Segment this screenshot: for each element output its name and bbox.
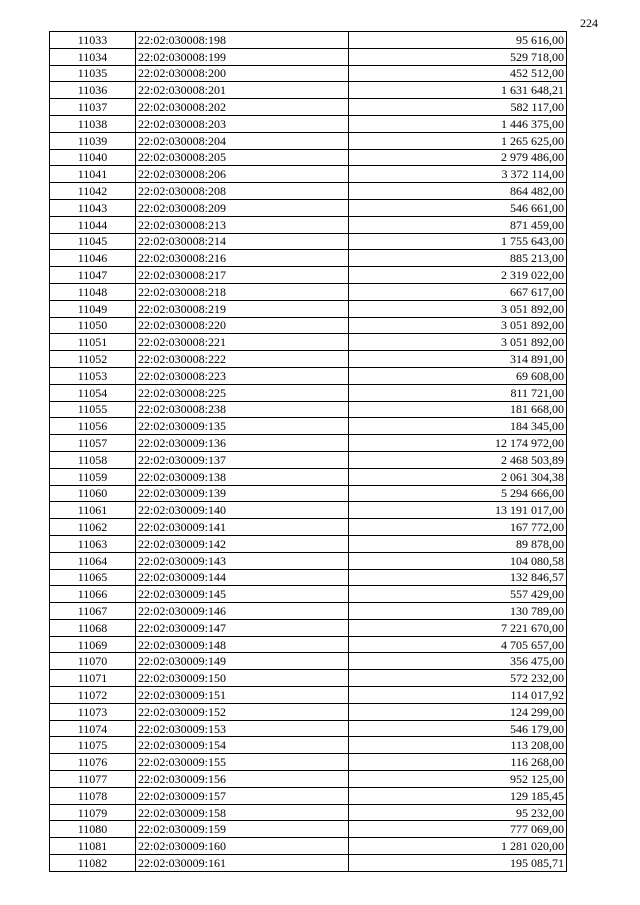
cadastral-value-cell: 885 213,00 [349,250,567,267]
table-row [50,670,567,687]
table-row [50,619,567,636]
row-number-cell: 11067 [50,603,136,620]
row-number-cell: 11042 [50,183,136,200]
cadastral-value-cell: 114 017,92 [349,687,567,704]
cadastral-number-cell: 22:02:030009:161 [136,855,349,872]
cadastral-number-cell: 22:02:030009:141 [136,519,349,536]
cadastral-value-cell: 5 294 666,00 [349,485,567,502]
table-row [50,367,567,384]
cadastral-value-cell: 116 268,00 [349,754,567,771]
row-number-cell: 11051 [50,334,136,351]
cadastral-number-cell: 22:02:030008:199 [136,48,349,65]
cadastral-number-cell: 22:02:030008:205 [136,149,349,166]
table-row [50,451,567,468]
row-number-cell: 11056 [50,418,136,435]
table-row [50,636,567,653]
cadastral-value-cell: 452 512,00 [349,65,567,82]
row-number-cell: 11064 [50,552,136,569]
row-number-cell: 11061 [50,502,136,519]
row-number-cell: 11040 [50,149,136,166]
cadastral-number-cell: 22:02:030009:159 [136,821,349,838]
cadastral-value-cell: 557 429,00 [349,586,567,603]
table-body [50,32,567,872]
cadastral-value-table [49,31,567,872]
row-number-cell: 11070 [50,653,136,670]
table-row [50,82,567,99]
cadastral-value-cell: 356 475,00 [349,653,567,670]
cadastral-number-cell: 22:02:030008:221 [136,334,349,351]
table-row [50,653,567,670]
cadastral-number-cell: 22:02:030009:137 [136,451,349,468]
cadastral-value-cell: 104 080,58 [349,552,567,569]
cadastral-value-cell: 132 846,57 [349,569,567,586]
cadastral-number-cell: 22:02:030009:156 [136,771,349,788]
table-row [50,855,567,872]
cadastral-number-cell: 22:02:030009:148 [136,636,349,653]
cadastral-number-cell: 22:02:030008:198 [136,32,349,49]
table-row [50,233,567,250]
row-number-cell: 11037 [50,99,136,116]
table-row [50,535,567,552]
cadastral-number-cell: 22:02:030009:145 [136,586,349,603]
cadastral-number-cell: 22:02:030008:204 [136,132,349,149]
table-row [50,771,567,788]
cadastral-value-cell: 582 117,00 [349,99,567,116]
cadastral-number-cell: 22:02:030009:160 [136,838,349,855]
row-number-cell: 11039 [50,132,136,149]
row-number-cell: 11079 [50,804,136,821]
row-number-cell: 11055 [50,401,136,418]
row-number-cell: 11073 [50,703,136,720]
table-row [50,754,567,771]
cadastral-value-cell: 1 755 643,00 [349,233,567,250]
row-number-cell: 11059 [50,468,136,485]
cadastral-value-cell: 4 705 657,00 [349,636,567,653]
cadastral-value-cell: 113 208,00 [349,737,567,754]
cadastral-value-cell: 2 319 022,00 [349,267,567,284]
row-number-cell: 11046 [50,250,136,267]
table-row [50,115,567,132]
cadastral-number-cell: 22:02:030008:225 [136,384,349,401]
cadastral-number-cell: 22:02:030008:203 [136,115,349,132]
row-number-cell: 11050 [50,317,136,334]
cadastral-number-cell: 22:02:030009:149 [136,653,349,670]
cadastral-number-cell: 22:02:030009:150 [136,670,349,687]
cadastral-value-cell: 12 174 972,00 [349,435,567,452]
row-number-cell: 11077 [50,771,136,788]
row-number-cell: 11043 [50,199,136,216]
cadastral-number-cell: 22:02:030008:208 [136,183,349,200]
cadastral-value-cell: 871 459,00 [349,216,567,233]
cadastral-value-cell: 1 265 625,00 [349,132,567,149]
cadastral-value-cell: 124 299,00 [349,703,567,720]
cadastral-value-cell: 1 631 648,21 [349,82,567,99]
row-number-cell: 11035 [50,65,136,82]
cadastral-value-cell: 184 345,00 [349,418,567,435]
cadastral-value-cell: 69 608,00 [349,367,567,384]
cadastral-number-cell: 22:02:030009:138 [136,468,349,485]
table-row [50,703,567,720]
cadastral-number-cell: 22:02:030008:200 [136,65,349,82]
table-row [50,401,567,418]
cadastral-value-cell: 529 718,00 [349,48,567,65]
row-number-cell: 11038 [50,115,136,132]
row-number-cell: 11080 [50,821,136,838]
cadastral-number-cell: 22:02:030008:219 [136,300,349,317]
table-row [50,737,567,754]
row-number-cell: 11074 [50,720,136,737]
table-row [50,485,567,502]
cadastral-number-cell: 22:02:030008:220 [136,317,349,334]
cadastral-value-cell: 546 179,00 [349,720,567,737]
row-number-cell: 11047 [50,267,136,284]
cadastral-value-cell: 89 878,00 [349,535,567,552]
cadastral-number-cell: 22:02:030009:151 [136,687,349,704]
cadastral-number-cell: 22:02:030008:209 [136,199,349,216]
cadastral-value-cell: 13 191 017,00 [349,502,567,519]
cadastral-number-cell: 22:02:030009:158 [136,804,349,821]
table-row [50,435,567,452]
cadastral-value-cell: 2 979 486,00 [349,149,567,166]
cadastral-value-cell: 3 372 114,00 [349,166,567,183]
table-row [50,183,567,200]
table-row [50,351,567,368]
table-row [50,166,567,183]
table-row [50,569,567,586]
cadastral-value-cell: 546 661,00 [349,199,567,216]
row-number-cell: 11068 [50,619,136,636]
cadastral-number-cell: 22:02:030008:238 [136,401,349,418]
cadastral-number-cell: 22:02:030008:206 [136,166,349,183]
row-number-cell: 11057 [50,435,136,452]
table-row [50,804,567,821]
cadastral-number-cell: 22:02:030009:157 [136,787,349,804]
cadastral-number-cell: 22:02:030009:147 [136,619,349,636]
row-number-cell: 11058 [50,451,136,468]
table-row [50,267,567,284]
cadastral-number-cell: 22:02:030009:155 [136,754,349,771]
table-row [50,384,567,401]
cadastral-value-cell: 167 772,00 [349,519,567,536]
cadastral-number-cell: 22:02:030009:144 [136,569,349,586]
cadastral-value-cell: 864 482,00 [349,183,567,200]
table-row [50,132,567,149]
table-row [50,720,567,737]
cadastral-number-cell: 22:02:030009:135 [136,418,349,435]
table-row [50,48,567,65]
cadastral-number-cell: 22:02:030009:139 [136,485,349,502]
table-row [50,468,567,485]
cadastral-number-cell: 22:02:030009:136 [136,435,349,452]
row-number-cell: 11065 [50,569,136,586]
cadastral-value-cell: 811 721,00 [349,384,567,401]
cadastral-value-cell: 129 185,45 [349,787,567,804]
cadastral-number-cell: 22:02:030009:154 [136,737,349,754]
row-number-cell: 11063 [50,535,136,552]
cadastral-value-cell: 777 069,00 [349,821,567,838]
row-number-cell: 11045 [50,233,136,250]
cadastral-number-cell: 22:02:030008:216 [136,250,349,267]
row-number-cell: 11075 [50,737,136,754]
table-row [50,283,567,300]
cadastral-number-cell: 22:02:030009:153 [136,720,349,737]
table-row [50,32,567,49]
table-row [50,502,567,519]
cadastral-value-cell: 3 051 892,00 [349,300,567,317]
row-number-cell: 11072 [50,687,136,704]
row-number-cell: 11048 [50,283,136,300]
row-number-cell: 11036 [50,82,136,99]
table-row [50,65,567,82]
row-number-cell: 11076 [50,754,136,771]
row-number-cell: 11066 [50,586,136,603]
cadastral-number-cell: 22:02:030008:222 [136,351,349,368]
row-number-cell: 11071 [50,670,136,687]
row-number-cell: 11053 [50,367,136,384]
cadastral-value-cell: 130 789,00 [349,603,567,620]
table-row [50,552,567,569]
cadastral-value-cell: 3 051 892,00 [349,317,567,334]
row-number-cell: 11069 [50,636,136,653]
cadastral-value-cell: 952 125,00 [349,771,567,788]
table-row [50,418,567,435]
table-row [50,586,567,603]
cadastral-number-cell: 22:02:030008:223 [136,367,349,384]
cadastral-number-cell: 22:02:030009:142 [136,535,349,552]
cadastral-value-cell: 95 232,00 [349,804,567,821]
table-row [50,519,567,536]
row-number-cell: 11060 [50,485,136,502]
table-row [50,334,567,351]
cadastral-number-cell: 22:02:030009:146 [136,603,349,620]
cadastral-number-cell: 22:02:030008:202 [136,99,349,116]
cadastral-value-cell: 7 221 670,00 [349,619,567,636]
cadastral-value-cell: 1 281 020,00 [349,838,567,855]
row-number-cell: 11078 [50,787,136,804]
cadastral-value-cell: 2 468 503,89 [349,451,567,468]
row-number-cell: 11049 [50,300,136,317]
table-row [50,199,567,216]
cadastral-number-cell: 22:02:030008:214 [136,233,349,250]
table-row [50,99,567,116]
table-row [50,603,567,620]
table-row [50,300,567,317]
table-row [50,216,567,233]
row-number-cell: 11054 [50,384,136,401]
cadastral-number-cell: 22:02:030009:140 [136,502,349,519]
cadastral-number-cell: 22:02:030008:201 [136,82,349,99]
cadastral-value-cell: 181 668,00 [349,401,567,418]
cadastral-value-cell: 1 446 375,00 [349,115,567,132]
row-number-cell: 11081 [50,838,136,855]
row-number-cell: 11034 [50,48,136,65]
table-row [50,687,567,704]
cadastral-value-cell: 667 617,00 [349,283,567,300]
table-row [50,821,567,838]
row-number-cell: 11044 [50,216,136,233]
row-number-cell: 11041 [50,166,136,183]
cadastral-value-cell: 572 232,00 [349,670,567,687]
cadastral-number-cell: 22:02:030008:217 [136,267,349,284]
cadastral-value-cell: 314 891,00 [349,351,567,368]
row-number-cell: 11033 [50,32,136,49]
cadastral-number-cell: 22:02:030008:218 [136,283,349,300]
table-row [50,250,567,267]
table-row [50,149,567,166]
cadastral-value-cell: 195 085,71 [349,855,567,872]
cadastral-number-cell: 22:02:030009:152 [136,703,349,720]
row-number-cell: 11082 [50,855,136,872]
cadastral-value-cell: 3 051 892,00 [349,334,567,351]
table-row [50,838,567,855]
cadastral-value-cell: 95 616,00 [349,32,567,49]
row-number-cell: 11052 [50,351,136,368]
cadastral-value-cell: 2 061 304,38 [349,468,567,485]
table-row [50,317,567,334]
page-number: 224 [580,16,598,30]
cadastral-number-cell: 22:02:030008:213 [136,216,349,233]
row-number-cell: 11062 [50,519,136,536]
cadastral-number-cell: 22:02:030009:143 [136,552,349,569]
table-row [50,787,567,804]
